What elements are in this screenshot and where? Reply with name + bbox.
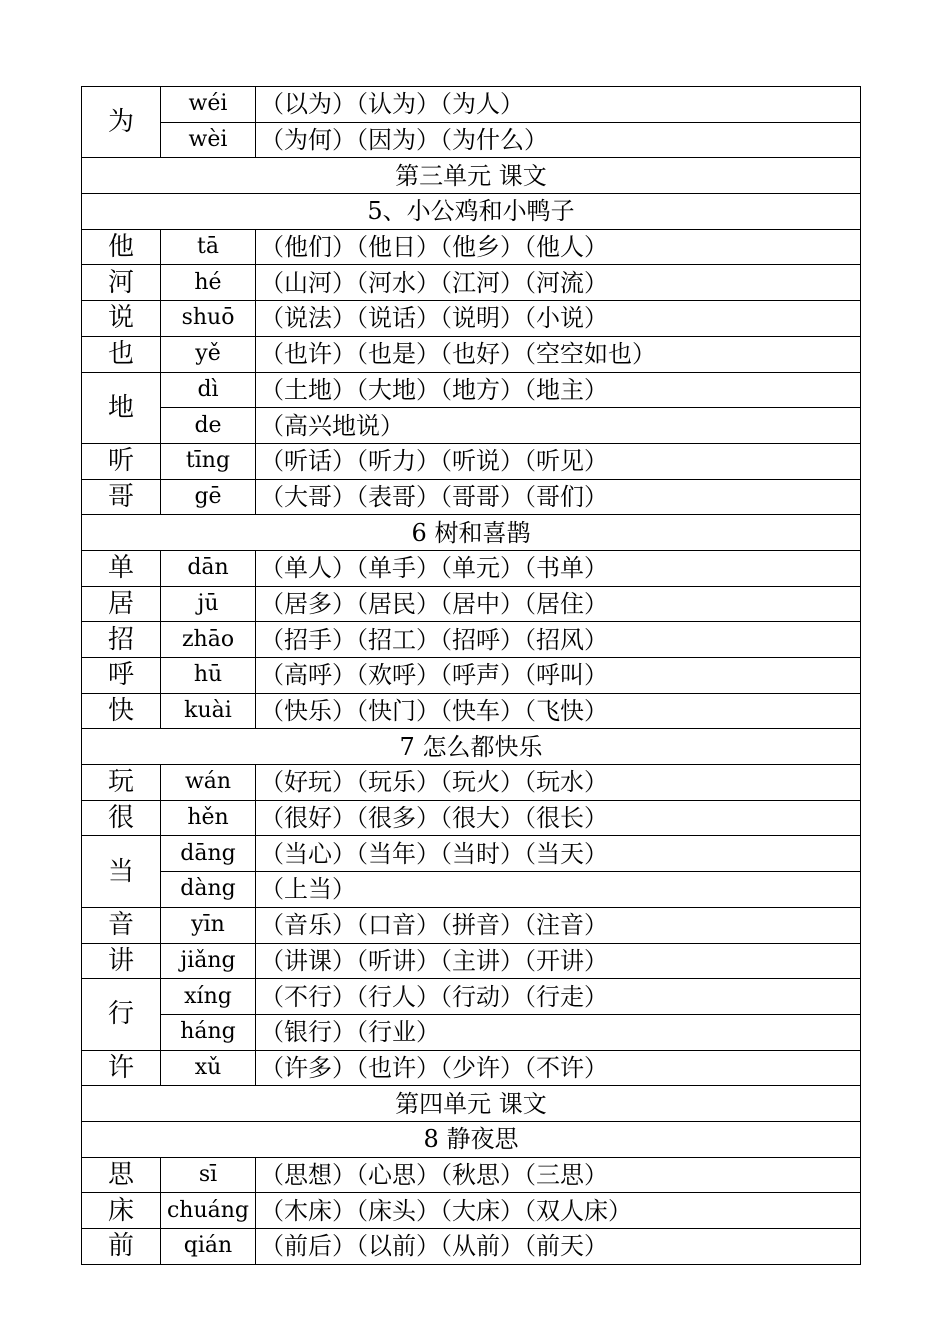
character-cell: 单 [82,550,161,586]
section-title: 第四单元 课文 [82,1086,861,1122]
pinyin-cell: tā [161,229,256,265]
character-cell: 讲 [82,943,161,979]
pinyin-cell: dì [161,372,256,408]
section-header-row [82,1121,861,1157]
character-cell: 他 [82,229,161,265]
words-cell: （高呼）（欢呼）（呼声）（呼叫） [256,658,861,694]
words-cell: （上当） [256,872,861,908]
pinyin-cell: zhāo [161,622,256,658]
character-cell: 玩 [82,765,161,801]
character-cell: 许 [82,1050,161,1086]
words-cell: （高兴地说） [256,408,861,444]
character-row [82,622,861,658]
character-row [82,765,861,801]
words-cell: （音乐）（口音）（拼音）（注音） [256,907,861,943]
words-cell: （以为）（认为）（为人） [256,87,861,123]
pinyin-cell: kuài [161,693,256,729]
section-header-row [82,515,861,551]
words-cell: （土地）（大地）（地方）（地主） [256,372,861,408]
section-header-row [82,158,861,194]
character-row [82,907,861,943]
character-cell: 招 [82,622,161,658]
character-cell: 听 [82,443,161,479]
character-row [82,550,861,586]
words-cell: （也许）（也是）（也好）（空空如也） [256,336,861,372]
pinyin-cell: hū [161,658,256,694]
words-cell: （他们）（他日）（他乡）（他人） [256,229,861,265]
pinyin-cell: sī [161,1157,256,1193]
character-row [82,586,861,622]
words-cell: （思想）（心思）（秋思）（三思） [256,1157,861,1193]
words-cell: （很好）（很多）（很大）（很长） [256,800,861,836]
pinyin-cell: dāng [161,836,256,872]
words-cell: （居多）（居民）（居中）（居住） [256,586,861,622]
words-cell: （快乐）（快门）（快车）（飞快） [256,693,861,729]
words-cell: （山河）（河水）（江河）（河流） [256,265,861,301]
character-cell: 居 [82,586,161,622]
character-row [82,443,861,479]
character-row [82,1157,861,1193]
words-cell: （招手）（招工）（招呼）（招风） [256,622,861,658]
vocabulary-sheet [81,86,860,1265]
section-title: 8 静夜思 [82,1121,861,1157]
words-cell: （当心）（当年）（当时）（当天） [256,836,861,872]
character-row [82,122,861,158]
pinyin-cell: qián [161,1229,256,1265]
character-row [82,943,861,979]
character-cell: 音 [82,907,161,943]
character-cell: 地 [82,372,161,443]
section-title: 5、小公鸡和小鸭子 [82,194,861,230]
vocabulary-table [81,86,861,1265]
character-row [82,301,861,337]
character-row [82,408,861,444]
character-row [82,87,861,123]
words-cell: （银行）（行业） [256,1014,861,1050]
character-row [82,336,861,372]
section-header-row [82,194,861,230]
pinyin-cell: dān [161,550,256,586]
character-row [82,1229,861,1265]
pinyin-cell: xíng [161,979,256,1015]
section-title: 6 树和喜鹊 [82,515,861,551]
pinyin-cell: wèi [161,122,256,158]
pinyin-cell: yīn [161,907,256,943]
words-cell: （许多）（也许）（少许）（不许） [256,1050,861,1086]
pinyin-cell: gē [161,479,256,515]
pinyin-cell: shuō [161,301,256,337]
words-cell: （木床）（床头）（大床）（双人床） [256,1193,861,1229]
character-cell: 前 [82,1229,161,1265]
section-header-row [82,1086,861,1122]
pinyin-cell: xǔ [161,1050,256,1086]
section-title: 第三单元 课文 [82,158,861,194]
character-row [82,229,861,265]
pinyin-cell: yě [161,336,256,372]
character-row [82,836,861,872]
character-row [82,1050,861,1086]
pinyin-cell: dàng [161,872,256,908]
character-cell: 河 [82,265,161,301]
character-row [82,658,861,694]
character-cell: 说 [82,301,161,337]
character-cell: 为 [82,87,161,158]
character-row [82,979,861,1015]
vocabulary-table-body [82,87,861,1265]
pinyin-cell: jū [161,586,256,622]
words-cell: （前后）（以前）（从前）（前天） [256,1229,861,1265]
character-cell: 快 [82,693,161,729]
pinyin-cell: de [161,408,256,444]
pinyin-cell: hěn [161,800,256,836]
words-cell: （听话）（听力）（听说）（听见） [256,443,861,479]
character-cell: 哥 [82,479,161,515]
section-header-row [82,729,861,765]
character-cell: 呼 [82,658,161,694]
pinyin-cell: tīng [161,443,256,479]
character-row [82,1014,861,1050]
character-row [82,265,861,301]
character-row [82,693,861,729]
character-row [82,372,861,408]
words-cell: （单人）（单手）（单元）（书单） [256,550,861,586]
words-cell: （说法）（说话）（说明）（小说） [256,301,861,337]
character-cell: 思 [82,1157,161,1193]
character-cell: 也 [82,336,161,372]
character-cell: 床 [82,1193,161,1229]
words-cell: （为何）（因为）（为什么） [256,122,861,158]
pinyin-cell: wéi [161,87,256,123]
pinyin-cell: wán [161,765,256,801]
character-row [82,872,861,908]
words-cell: （不行）（行人）（行动）（行走） [256,979,861,1015]
character-cell: 很 [82,800,161,836]
words-cell: （大哥）（表哥）（哥哥）（哥们） [256,479,861,515]
character-cell: 当 [82,836,161,907]
section-title: 7 怎么都快乐 [82,729,861,765]
pinyin-cell: jiǎng [161,943,256,979]
words-cell: （讲课）（听讲）（主讲）（开讲） [256,943,861,979]
pinyin-cell: hé [161,265,256,301]
character-cell: 行 [82,979,161,1050]
words-cell: （好玩）（玩乐）（玩火）（玩水） [256,765,861,801]
pinyin-cell: háng [161,1014,256,1050]
character-row [82,1193,861,1229]
character-row [82,479,861,515]
pinyin-cell: chuáng [161,1193,256,1229]
character-row [82,800,861,836]
